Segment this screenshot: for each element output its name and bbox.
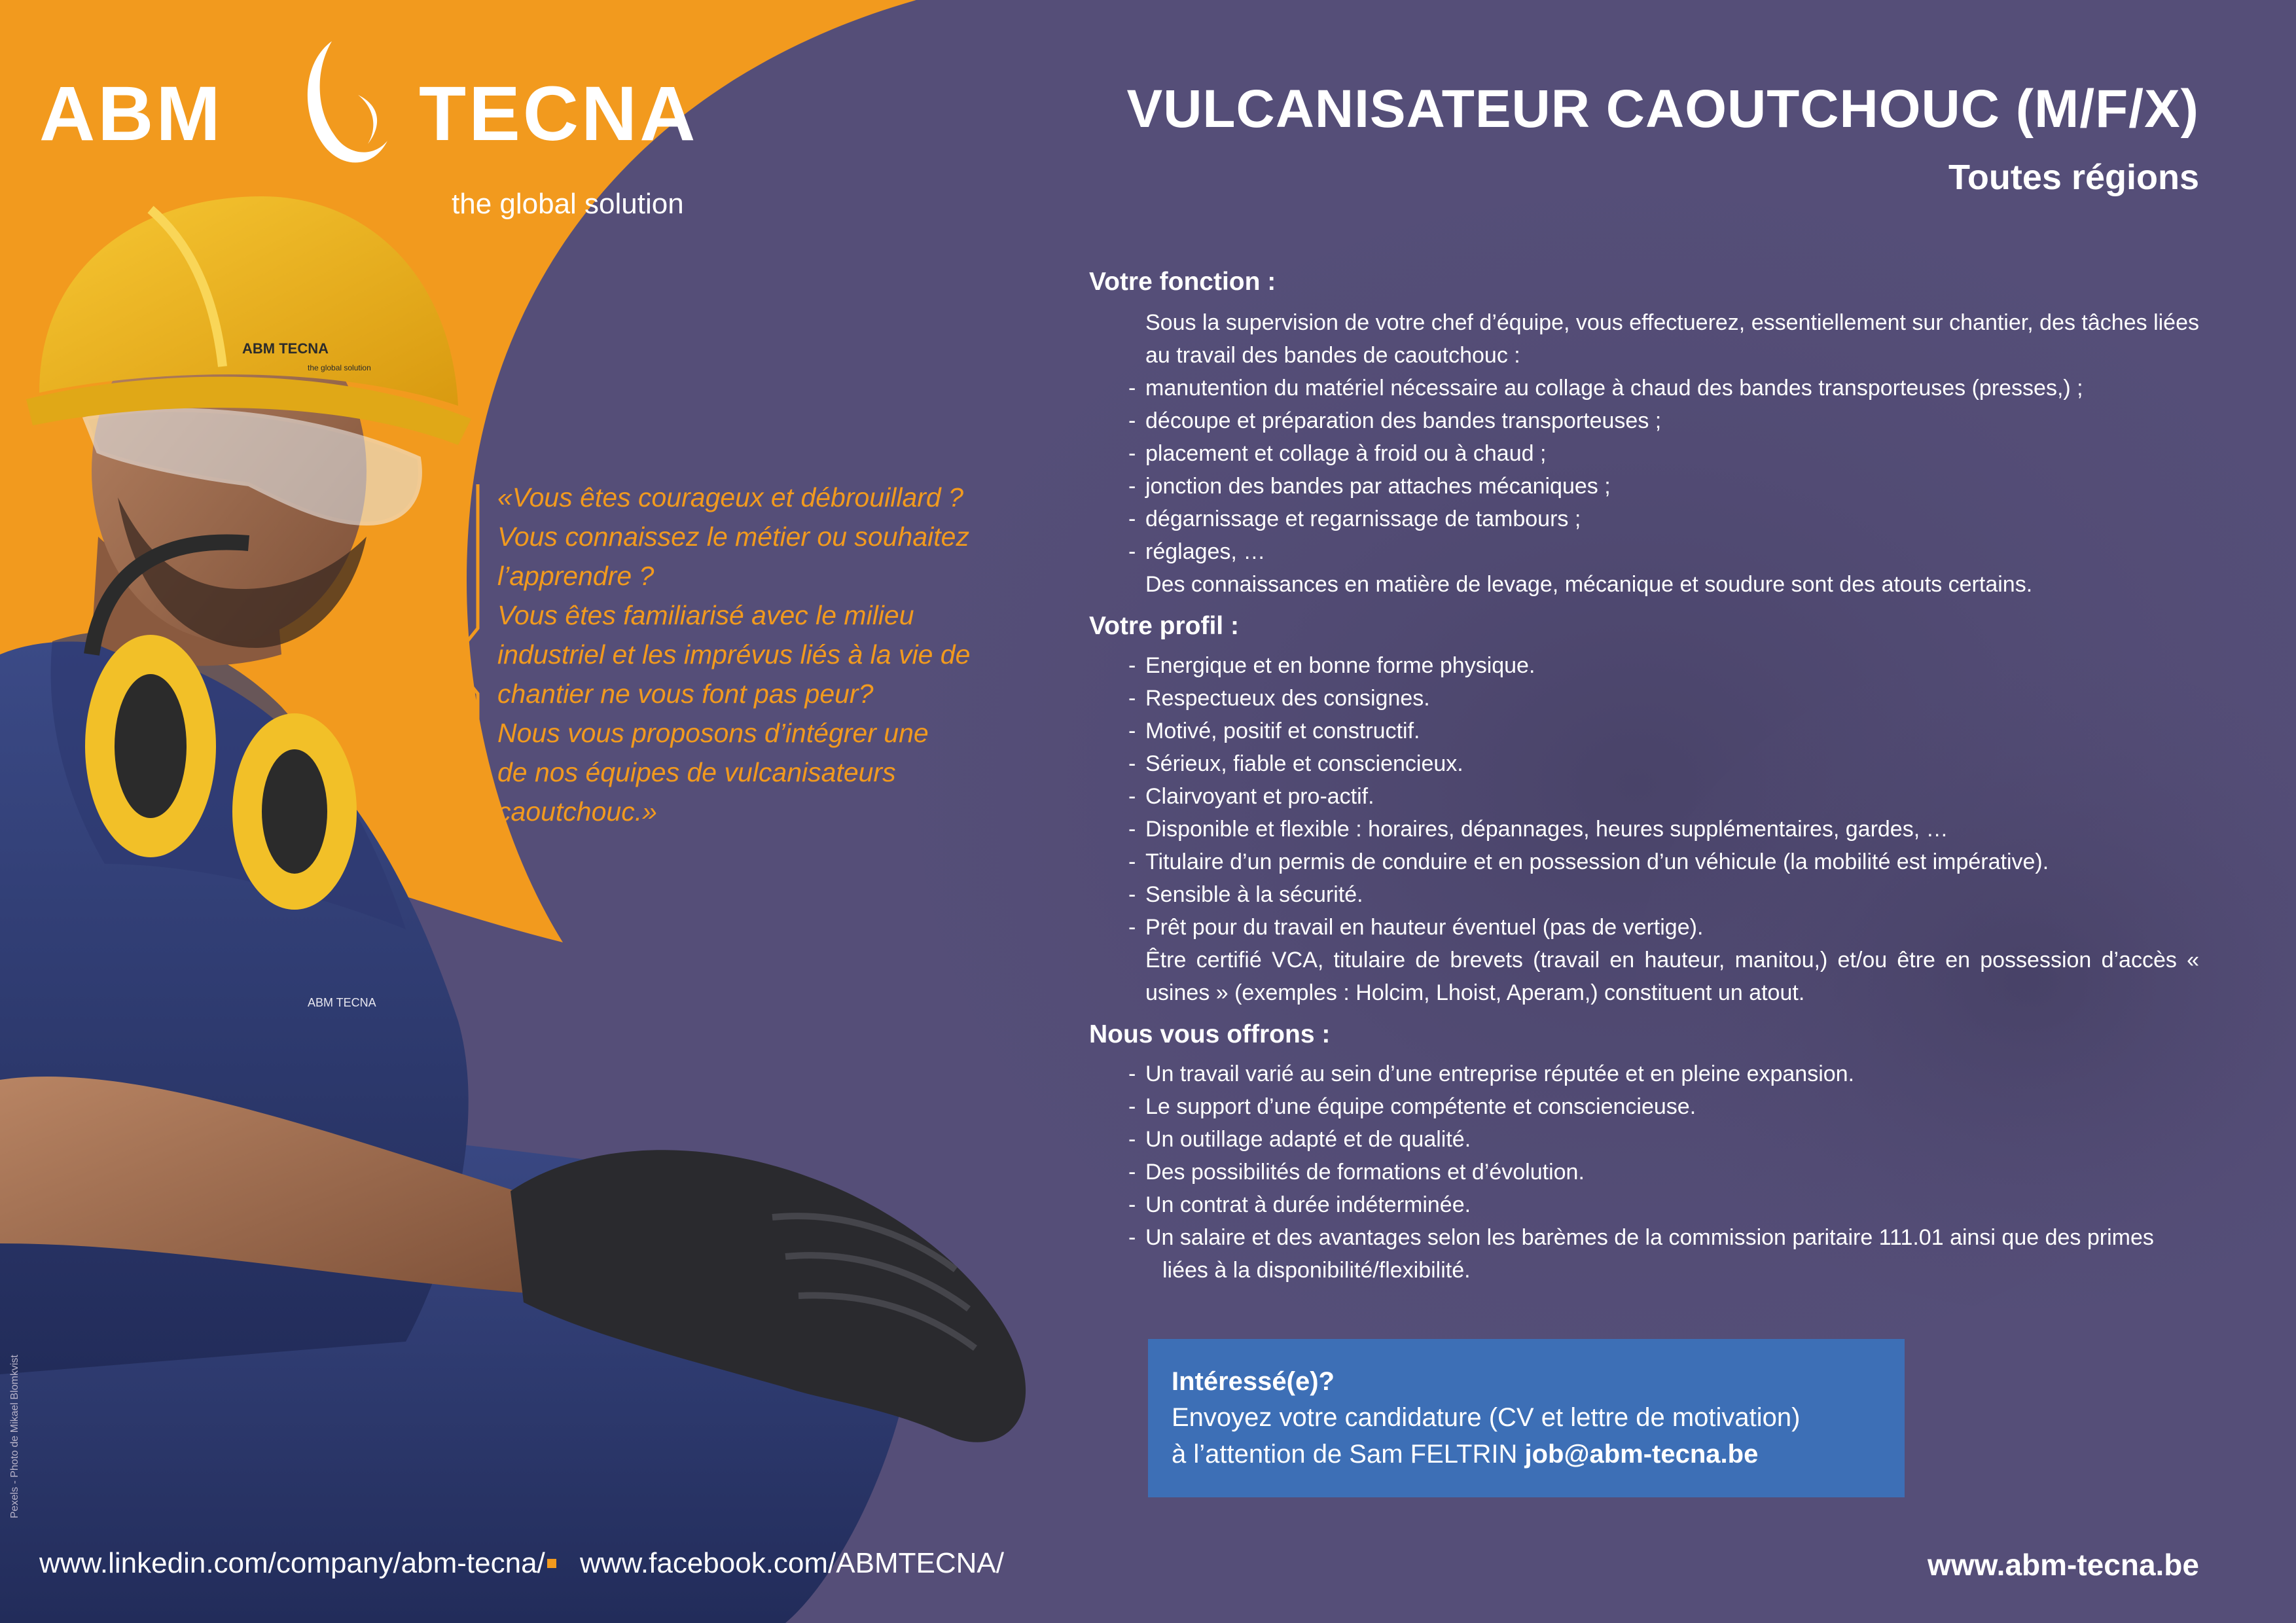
profil-item: - Respectueux des consignes. bbox=[1089, 682, 2199, 715]
profil-item: - Prêt pour du travail en hauteur éventuel (pas de vertige). bbox=[1089, 911, 2199, 944]
offre-item: - Un outillage adapté et de qualité. bbox=[1089, 1123, 2199, 1156]
offre-item: - Le support d’une équipe compétente et consciencieuse. bbox=[1089, 1090, 2199, 1123]
profil-note: Être certifié VCA, titulaire de brevets (travail en hauteur, manitou,) et/ou être en possession d’accès « usines » (exemples : Holcim, Lhoist, Aperam,) constituent un atout. bbox=[1145, 948, 2199, 1005]
footer-separator bbox=[547, 1559, 556, 1568]
quote-line: chantier ne vous font pas peur? bbox=[497, 679, 874, 709]
profil-item: - Sensible à la sécurité. bbox=[1089, 878, 2199, 911]
offre-item: - Un salaire et des avantages selon les barèmes de la commission paritaire 111.01 ainsi que des primes bbox=[1089, 1221, 2199, 1254]
profil-item: - Titulaire d’un permis de conduire et en possession d’un véhicule (la mobilité est impérative). bbox=[1089, 846, 2199, 878]
fonction-list bbox=[1089, 372, 2199, 568]
fonction-item: - dégarnissage et regarnissage de tambours ; bbox=[1089, 503, 2199, 535]
facebook-link[interactable]: www.facebook.com/ABMTECNA/ bbox=[580, 1547, 1004, 1579]
logo-word-tecna: TECNA bbox=[419, 71, 698, 157]
cta-title: Intéressé(e)? bbox=[1172, 1367, 1335, 1396]
application-box bbox=[1148, 1339, 1905, 1497]
logo-swirl-icon bbox=[296, 36, 394, 187]
website-link[interactable]: www.abm-tecna.be bbox=[1928, 1548, 2199, 1582]
job-description bbox=[1089, 262, 2199, 1287]
quote-line: «Vous êtes courageux et débrouillard ? bbox=[497, 482, 963, 512]
fonction-item: - découpe et préparation des bandes transporteuses ; bbox=[1089, 404, 2199, 437]
linkedin-link[interactable]: www.linkedin.com/company/abm-tecna/ bbox=[39, 1547, 545, 1579]
offre-list bbox=[1089, 1058, 2199, 1254]
profil-item: - Motivé, positif et constructif. bbox=[1089, 715, 2199, 747]
fonction-intro: Sous la supervision de votre chef d’équipe, vous effectuerez, essentiellement sur chantier, des tâches liées au travail des bandes de caoutchouc : bbox=[1145, 310, 2199, 368]
profil-item: - Clairvoyant et pro-actif. bbox=[1089, 780, 2199, 813]
cta-line-2 bbox=[1172, 1436, 1881, 1472]
offre-item: - Des possibilités de formations et d’évolution. bbox=[1089, 1156, 2199, 1188]
shirt-logo-text: ABM TECNA bbox=[308, 996, 376, 1009]
quote-line: Vous êtes familiarisé avec le milieu bbox=[497, 600, 914, 630]
offre-item: - Un travail varié au sein d’une entreprise réputée et en pleine expansion. bbox=[1089, 1058, 2199, 1090]
email-link[interactable]: job@abm-tecna.be bbox=[1524, 1440, 1759, 1469]
cta-line-1: Envoyez votre candidature (CV et lettre de motivation) bbox=[1172, 1403, 1801, 1432]
quote-line: de nos équipes de vulcanisateurs bbox=[497, 757, 896, 787]
offre-item-continuation: liées à la disponibilité/flexibilité. bbox=[1162, 1258, 1471, 1283]
logo-tagline: the global solution bbox=[452, 188, 684, 220]
logo-word-abm: ABM bbox=[39, 71, 223, 157]
profil-list bbox=[1089, 649, 2199, 944]
helmet-tagline-text: the global solution bbox=[308, 363, 371, 372]
profil-item: - Energique et en bonne forme physique. bbox=[1089, 649, 2199, 682]
section-heading-profil: Votre profil : bbox=[1089, 612, 1239, 640]
section-heading-fonction: Votre fonction : bbox=[1089, 268, 1276, 296]
section-heading-offre: Nous vous offrons : bbox=[1089, 1020, 1331, 1048]
helmet-logo-text: ABM TECNA bbox=[242, 340, 329, 357]
offre-item: - Un contrat à durée indéterminée. bbox=[1089, 1188, 2199, 1221]
fonction-item: - réglages, … bbox=[1089, 535, 2199, 568]
job-location: Toutes régions bbox=[1948, 158, 2199, 197]
fonction-item: - jonction des bandes par attaches mécaniques ; bbox=[1089, 470, 2199, 503]
intro-quote bbox=[497, 478, 1008, 831]
quote-line: Nous vous proposons d’intégrer une bbox=[497, 718, 929, 748]
brand-logo bbox=[39, 36, 812, 220]
profil-item: - Sérieux, fiable et consciencieux. bbox=[1089, 747, 2199, 780]
quote-line: caoutchouc.» bbox=[497, 796, 657, 827]
cta-contact-text: à l’attention de Sam FELTRIN bbox=[1172, 1440, 1525, 1469]
fonction-item: - placement et collage à froid ou à chaud ; bbox=[1089, 437, 2199, 470]
quote-line: industriel et les imprévus liés à la vie de bbox=[497, 639, 971, 669]
fonction-note: Des connaissances en matière de levage, mécanique et soudure sont des atouts certains. bbox=[1145, 572, 2033, 597]
profil-item: - Disponible et flexible : horaires, dépannages, heures supplémentaires, gardes, … bbox=[1089, 813, 2199, 846]
job-title: VULCANISATEUR CAOUTCHOUC (M/F/X) bbox=[1126, 79, 2199, 139]
fonction-item: - manutention du matériel nécessaire au collage à chaud des bandes transporteuses (presses,) ; bbox=[1089, 372, 2199, 404]
quote-line: Vous connaissez le métier ou souhaitez bbox=[497, 522, 969, 552]
photo-credit: Pexels - Photo de Mikael Blomkvist bbox=[9, 1355, 20, 1518]
quote-line: l’apprendre ? bbox=[497, 561, 655, 591]
